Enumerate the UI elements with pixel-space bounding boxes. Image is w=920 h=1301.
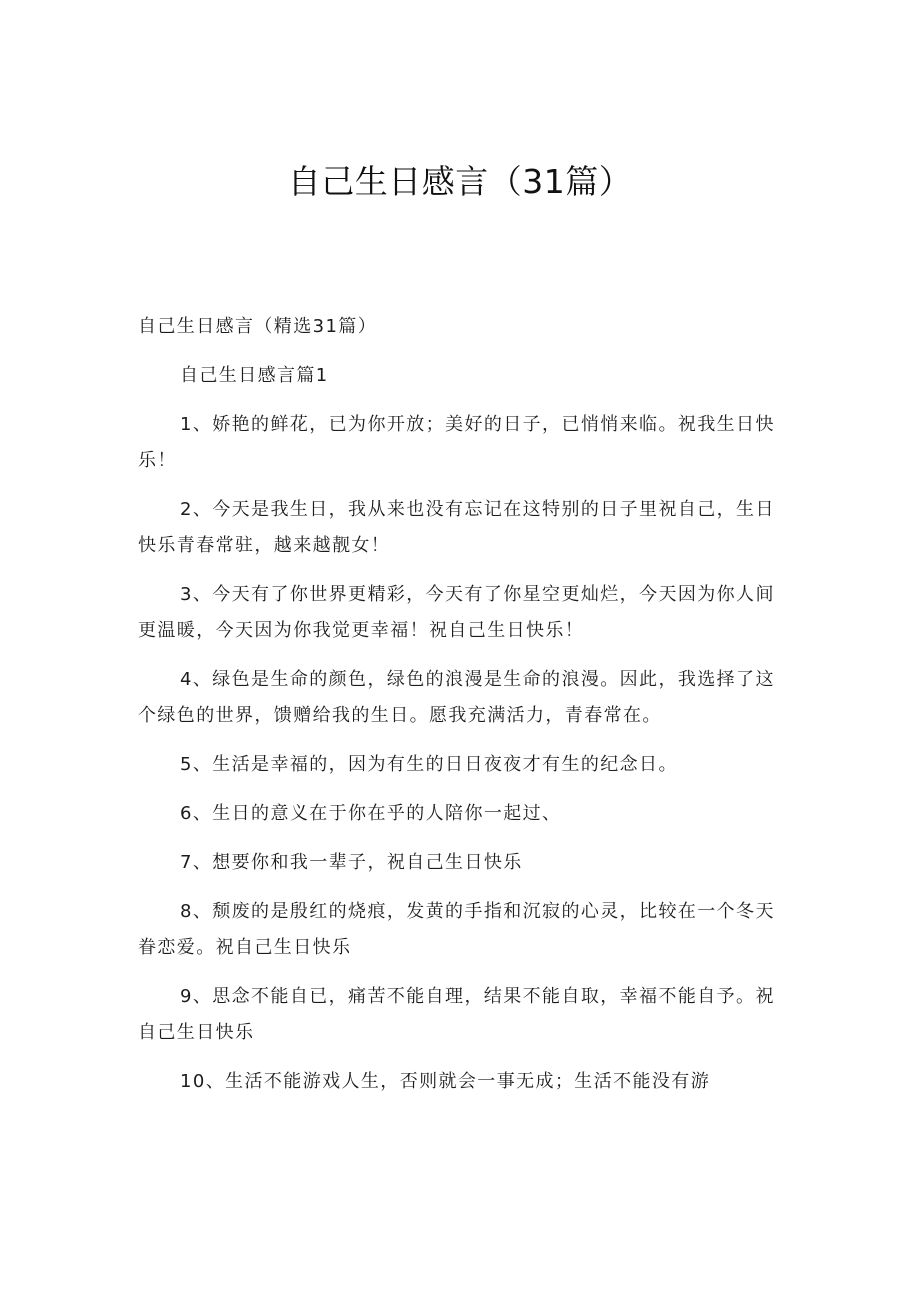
paragraph-line: 2、今天是我生日，我从来也没有忘记在这特别的日子里祝自己，生日 bbox=[180, 499, 775, 520]
paragraph-line: 乐！ bbox=[138, 450, 177, 471]
paragraph-line: 6、生日的意义在于你在乎的人陪你一起过、 bbox=[180, 803, 562, 824]
paragraph-line: 7、想要你和我一辈子，祝自己生日快乐 bbox=[180, 852, 523, 873]
paragraph-line: 8、颓废的是殷红的烧痕，发黄的手指和沉寂的心灵，比较在一个冬天 bbox=[180, 901, 775, 922]
paragraph-line: 4、绿色是生命的颜色，绿色的浪漫是生命的浪漫。因此，我选择了这 bbox=[180, 669, 775, 690]
document-body bbox=[138, 309, 798, 1100]
paragraph-8 bbox=[138, 894, 798, 966]
paragraph-9 bbox=[138, 979, 798, 1051]
paragraph-line: 5、生活是幸福的，因为有生的日日夜夜才有生的纪念日。 bbox=[180, 754, 678, 775]
document-subtitle: 自己生日感言（精选31篇） bbox=[138, 316, 378, 337]
document-title: 自己生日感言（31篇） bbox=[287, 162, 633, 201]
paragraph-line: 自己生日快乐 bbox=[138, 1022, 255, 1043]
paragraph-line: 10、生活不能游戏人生，否则就会一事无成；生活不能没有游 bbox=[180, 1071, 711, 1092]
paragraph-line: 个绿色的世界，馈赠给我的生日。愿我充满活力，青春常在。 bbox=[138, 705, 662, 726]
paragraph-1 bbox=[138, 407, 798, 479]
section-heading: 自己生日感言篇1 bbox=[180, 365, 329, 386]
paragraph-line: 快乐青春常驻，越来越靓女！ bbox=[138, 535, 391, 556]
paragraph-line: 3、今天有了你世界更精彩，今天有了你星空更灿烂，今天因为你人间 bbox=[180, 584, 775, 605]
paragraph-7 bbox=[138, 845, 798, 881]
paragraph-4 bbox=[138, 662, 798, 734]
paragraph-5 bbox=[138, 747, 798, 783]
paragraph-line: 1、娇艳的鲜花，已为你开放；美好的日子，已悄悄来临。祝我生日快 bbox=[180, 414, 775, 435]
paragraph-2 bbox=[138, 492, 798, 564]
paragraph-line: 9、思念不能自已，痛苦不能自理，结果不能自取，幸福不能自予。祝 bbox=[180, 986, 775, 1007]
paragraph-6 bbox=[138, 796, 798, 832]
paragraph-line: 眷恋爱。祝自己生日快乐 bbox=[138, 937, 352, 958]
paragraph-line: 更温暖，今天因为你我觉更幸福！祝自己生日快乐！ bbox=[138, 620, 585, 641]
paragraph-3 bbox=[138, 577, 798, 649]
paragraph-10 bbox=[138, 1064, 798, 1100]
